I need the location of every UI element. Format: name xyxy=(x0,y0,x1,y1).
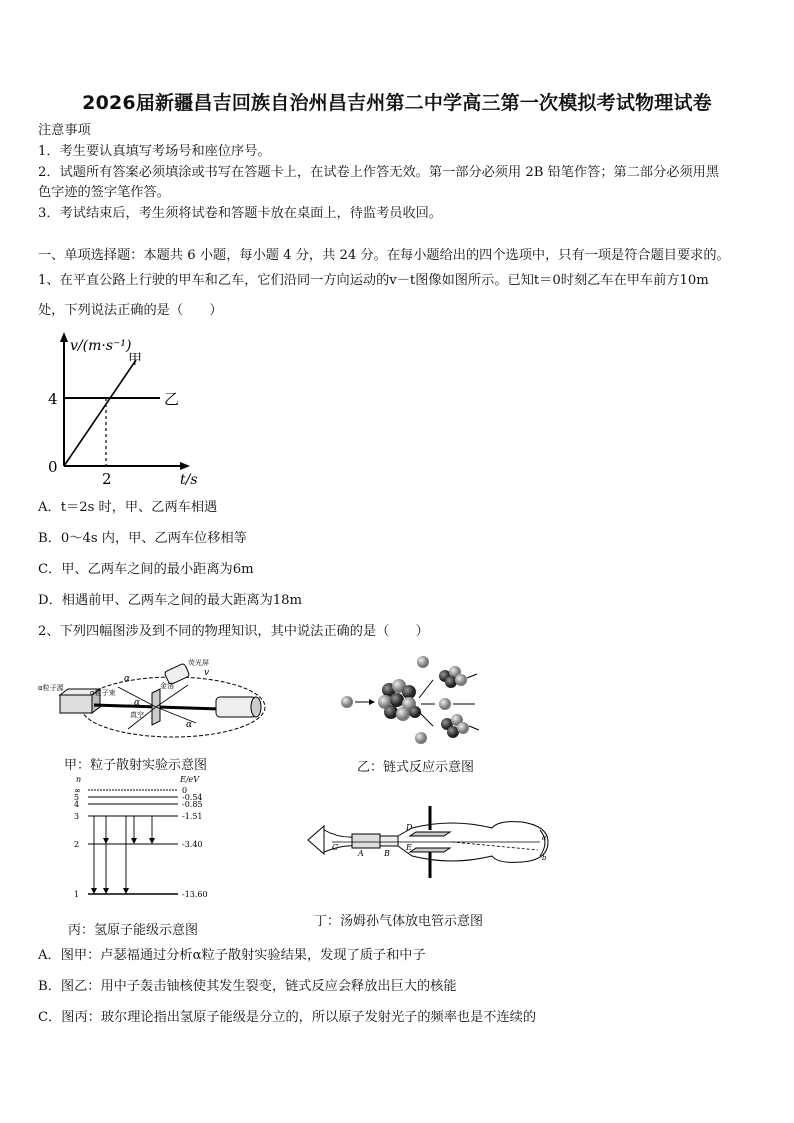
anode-B xyxy=(380,836,398,846)
caption-yi: 乙：链式反应示意图 xyxy=(357,760,475,775)
incoming-neutron xyxy=(341,696,353,708)
svg-text:荧光屏: 荧光屏 xyxy=(188,659,209,667)
caption-ding: 丁：汤姆孙气体放电管示意图 xyxy=(314,914,484,929)
page-title: 2026届新疆昌吉回族自治州昌吉州第二中学高三第一次模拟考试物理试卷 xyxy=(82,92,712,114)
anode-A xyxy=(352,834,380,848)
svg-text:C: C xyxy=(332,843,339,852)
svg-text:B: B xyxy=(384,849,390,858)
svg-text:-0.54: -0.54 xyxy=(182,793,203,802)
q1-option-c: C．甲、乙两车之间的最小距离为6m xyxy=(38,562,254,577)
svg-text:-3.40: -3.40 xyxy=(182,840,203,849)
svg-text:-13.60: -13.60 xyxy=(182,890,208,899)
alpha-source-box xyxy=(60,695,92,713)
svg-text:α: α xyxy=(124,674,131,684)
x-axis-arrow xyxy=(180,462,190,470)
plate-D xyxy=(410,832,450,836)
svg-text:α: α xyxy=(134,698,141,708)
fig-ding-thomson-tube xyxy=(302,800,552,886)
fig-bing-energy-levels xyxy=(70,772,220,904)
line-jia xyxy=(64,360,136,466)
x-tick-2: 2 xyxy=(102,470,112,488)
svg-text:4: 4 xyxy=(74,800,80,809)
svg-text:D: D xyxy=(406,823,413,832)
q1-vt-graph xyxy=(40,330,198,490)
caption-bing: 丙：氢原子能级示意图 xyxy=(68,923,199,938)
notice-item-3: 3．考试结束后，考生须将试卷和答题卡放在桌面上，待监考员收回。 xyxy=(38,206,443,221)
neutron-out-2 xyxy=(439,698,451,710)
svg-text:3: 3 xyxy=(74,812,80,821)
notice-item-1: 1．考生要认真填写考场号和座位序号。 xyxy=(38,144,271,159)
notice-item-2-cont: 色字迹的签字笔作答。 xyxy=(38,185,170,200)
y-axis-arrow xyxy=(60,332,68,342)
transition-arrows xyxy=(94,816,152,891)
uranium-nucleus xyxy=(378,679,421,721)
svg-text:E/eV: E/eV xyxy=(180,775,200,784)
neutron-out-1 xyxy=(417,656,429,668)
microscope xyxy=(216,697,256,717)
notice-heading: 注意事项 xyxy=(38,123,91,138)
svg-text:α粒子源: α粒子源 xyxy=(38,684,64,692)
svg-text:金箔: 金箔 xyxy=(160,682,174,690)
y-tick-4: 4 xyxy=(48,390,58,408)
fragment-top xyxy=(439,666,467,688)
fig-yi-chain-reaction xyxy=(335,650,485,745)
svg-text:0: 0 xyxy=(182,786,188,795)
caption-jia: 甲：粒子散射实验示意图 xyxy=(64,758,208,773)
svg-text:α: α xyxy=(186,720,193,730)
neutron-out-3 xyxy=(415,732,427,744)
q2-option-b: B．图乙：用中子轰击铀核使其发生裂变，链式反应会释放出巨大的核能 xyxy=(38,979,457,994)
q2-stem: 2、下列四幅图涉及到不同的物理知识，其中说法正确的是（ ） xyxy=(38,624,429,639)
plate-E xyxy=(410,848,450,852)
q1-stem-line1: 1、在平直公路上行驶的甲车和乙车，它们沿同一方向运动的v－t图像如图所示。已知t＝0时刻乙车在甲车前方10m xyxy=(38,273,709,288)
q1-option-a: A．t＝2s 时，甲、乙两车相遇 xyxy=(38,500,218,515)
svg-text:E: E xyxy=(406,843,412,852)
section-heading: 一、单项选择题：本题共 6 小题，每小题 4 分，共 24 分。在每小题给出的四个选项中，只有一项是符合题目要求的。 xyxy=(38,248,730,263)
svg-text:真空: 真空 xyxy=(130,711,144,719)
svg-text:α粒子束: α粒子束 xyxy=(90,689,116,697)
q2-option-a: A．图甲：卢瑟福通过分析α粒子散射实验结果，发现了质子和中子 xyxy=(38,948,426,963)
svg-text:A: A xyxy=(358,849,364,858)
label-jia: 甲 xyxy=(128,352,142,368)
svg-text:2: 2 xyxy=(74,840,80,849)
svg-text:1: 1 xyxy=(74,890,80,899)
origin-label: 0 xyxy=(48,458,58,476)
fragment-bottom xyxy=(441,714,469,738)
q2-option-c: C．图丙：玻尔理论指出氢原子能级是分立的，所以原子发射光子的频率也是不连续的 xyxy=(38,1010,537,1025)
y-axis-label: v/(m·s⁻¹) xyxy=(70,338,132,354)
svg-text:∞: ∞ xyxy=(74,786,81,795)
svg-text:-0.85: -0.85 xyxy=(182,800,203,809)
q1-option-d: D．相遇前甲、乙两车之间的最大距离为18m xyxy=(38,593,303,608)
notice-item-2: 2．试题所有答案必须填涂或书写在答题卡上，在试卷上作答无效。第一部分必须用 2B 铅笔作答；第二部分必须用黑 xyxy=(38,165,720,180)
fig-jia-alpha-scattering xyxy=(38,657,270,752)
svg-text:-1.51: -1.51 xyxy=(182,812,203,821)
svg-text:v: v xyxy=(204,668,210,678)
svg-text:5: 5 xyxy=(74,793,80,802)
svg-text:b: b xyxy=(542,854,547,862)
q1-option-b: B．0～4s 内，甲、乙两车位移相等 xyxy=(38,531,247,546)
svg-text:a: a xyxy=(542,834,547,842)
label-yi: 乙 xyxy=(164,390,180,408)
cathode-end xyxy=(308,826,324,854)
q1-stem-line2: 处，下列说法正确的是（ ） xyxy=(38,303,223,318)
x-axis-label: t/s xyxy=(180,472,198,488)
svg-text:n: n xyxy=(76,775,82,784)
